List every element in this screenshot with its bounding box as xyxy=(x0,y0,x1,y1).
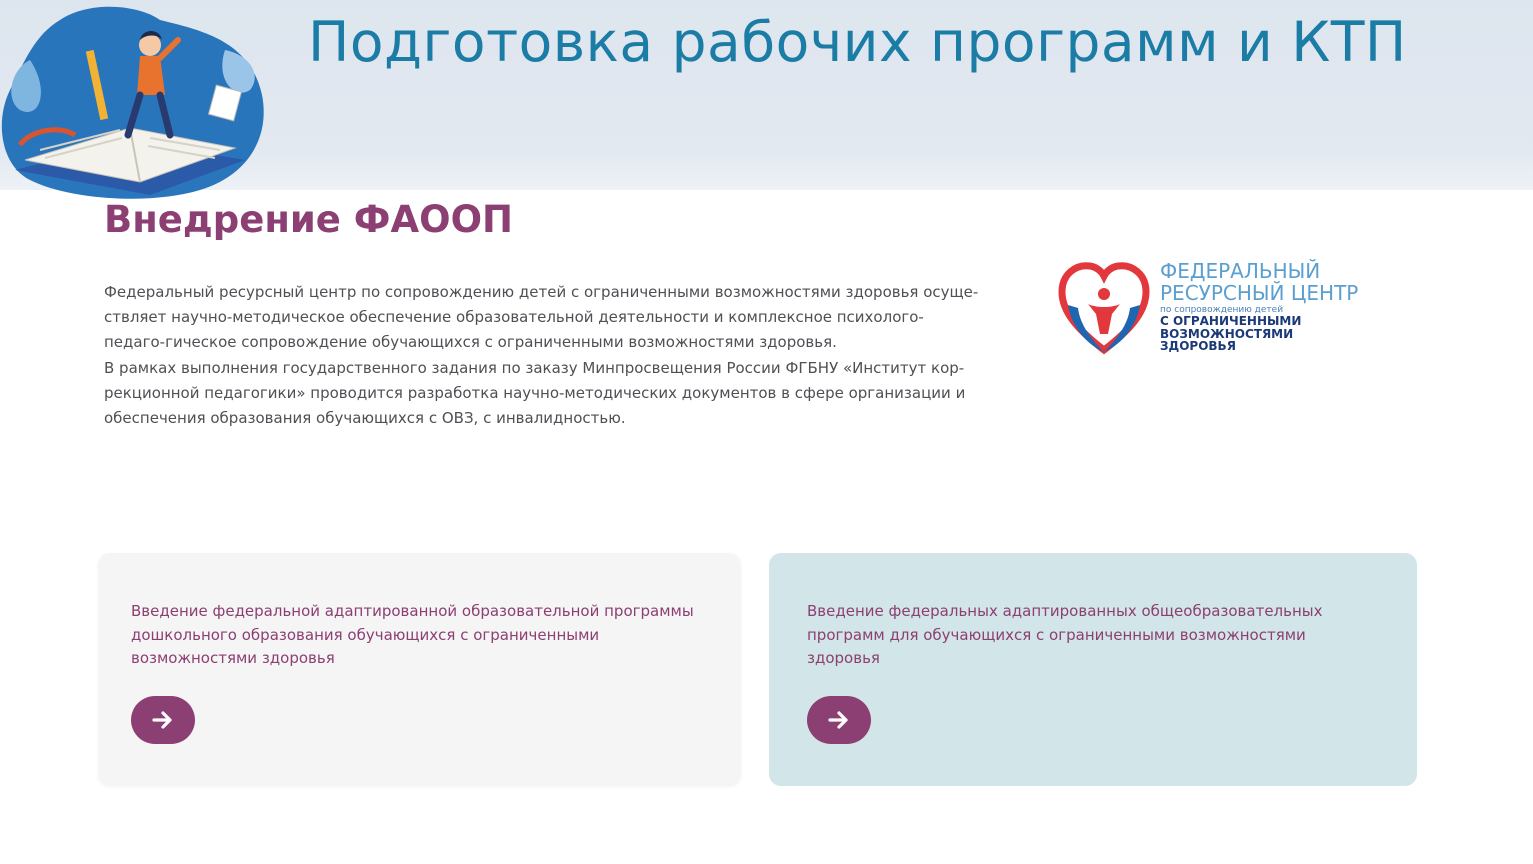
card-preschool-arrow-button[interactable] xyxy=(131,696,195,744)
page-heading: Внедрение ФАООП xyxy=(104,198,513,241)
card-general-arrow-button[interactable] xyxy=(807,696,871,744)
heart-hands-icon xyxy=(1058,260,1150,356)
logo-line-1: ФЕДЕРАЛЬНЫЙ xyxy=(1160,259,1321,283)
card-general-programs[interactable] xyxy=(769,553,1417,786)
card-preschool-text[interactable]: Введение федеральной адаптированной образовательной программы дошкольного образования обучающихся с ограниченными возможностями здоровья xyxy=(131,602,694,667)
arrow-right-icon xyxy=(152,710,174,730)
logo-line-2: РЕСУРСНЫЙ ЦЕНТР xyxy=(1160,281,1359,305)
card-preschool-program[interactable] xyxy=(98,553,741,786)
girl-on-book-illustration xyxy=(0,0,280,215)
logo-line-6: ЗДОРОВЬЯ xyxy=(1160,339,1236,353)
federal-resource-center-logo xyxy=(1058,260,1368,360)
slide-title: Подготовка рабочих программ и КТП xyxy=(308,10,1407,74)
intro-paragraph-2: В рамках выполнения государственного задания по заказу Минпросвещения России ФГБНУ «Институт кор-рекционной педагогики» проводится разработка научно-методических документов в сфере организации и обеспечения образования обучающихся с ОВЗ, с инвалидностью. xyxy=(104,358,966,428)
intro-text xyxy=(104,280,984,431)
logo-text xyxy=(1160,260,1358,353)
logo-line-3: по сопровождению детей xyxy=(1160,305,1284,315)
logo-line-5: ВОЗМОЖНОСТЯМИ xyxy=(1160,326,1294,341)
card-general-text[interactable]: Введение федеральных адаптированных общеобразовательных программ для обучающихся с ограниченными возможностями здоровья xyxy=(807,602,1323,667)
intro-paragraph-1: Федеральный ресурсный центр по сопровождению детей с ограниченными возможностями здоровья осуще-ствляет научно-методическое обеспечение образовательной деятельности и комплексное психолого-педаго-гическое сопровождение обучающихся с ограниченными возможностями здоровья. xyxy=(104,283,979,352)
arrow-right-icon xyxy=(828,710,850,730)
logo-line-4: С ОГРАНИЧЕННЫМИ xyxy=(1160,314,1302,328)
